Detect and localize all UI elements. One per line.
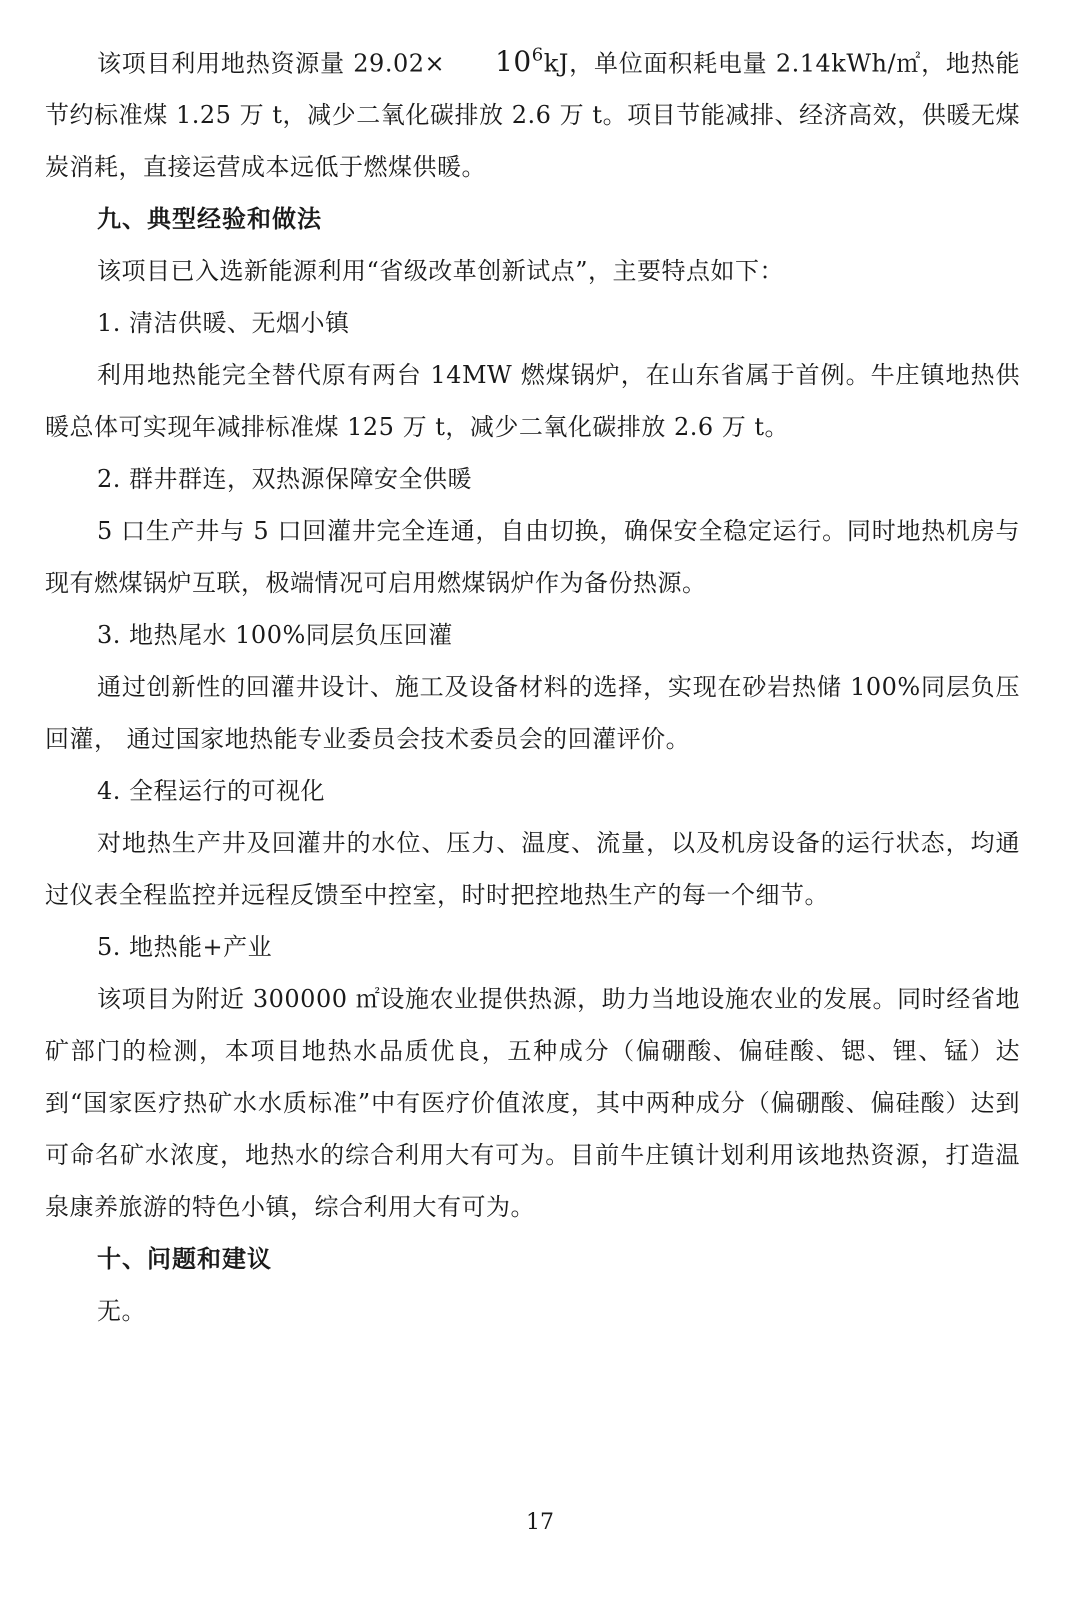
- power-of-ten: [495, 45, 544, 78]
- intro-text-2: kJ，单位面积耗电量 2.14kWh/㎡，地热能节约标准煤 1.25 万 t，减少二氧化碳排放 2.6 万 t。项目节能减排、经济高效，供暖无煤炭消耗，直接运营成本远低于燃煤供暖。: [45, 49, 1020, 182]
- intro-paragraph: [45, 30, 1020, 193]
- power-exponent: 6: [531, 45, 544, 66]
- item-2-body: 5 口生产井与 5 口回灌井完全连通，自由切换，确保安全稳定运行。同时地热机房与现有燃煤锅炉互联，极端情况可启用燃煤锅炉作为备份热源。: [45, 517, 1020, 598]
- section-9-intro: 该项目已入选新能源利用“省级改革创新试点”，主要特点如下：: [97, 257, 785, 286]
- intro-text-1: 该项目利用地热资源量 29.02×: [97, 49, 446, 78]
- item-5-body: 该项目为附近 300000 ㎡设施农业提供热源，助力当地设施农业的发展。同时经省地矿部门的检测，本项目地热水品质优良，五种成分（偏硼酸、偏硅酸、锶、锂、锰）达到“国家医疗热矿水水质标准”中有医疗价值浓度，其中两种成分（偏硼酸、偏硅酸）达到可命名矿水浓度，地热水的综合利用大有可为。目前牛庄镇计划利用该地热资源，打造温泉康养旅游的特色小镇，综合利用大有可为。: [45, 985, 1020, 1222]
- item-1-body: 利用地热能完全替代原有两台 14MW 燃煤锅炉，在山东省属于首例。牛庄镇地热供暖总体可实现年减排标准煤 125 万 t，减少二氧化碳排放 2.6 万 t。: [45, 361, 1020, 442]
- section-9-heading: 九、典型经验和做法: [97, 205, 322, 234]
- page-number: 17: [526, 1510, 554, 1535]
- item-3-title: 3. 地热尾水 100%同层负压回灌: [97, 621, 453, 650]
- item-3-body: 通过创新性的回灌井设计、施工及设备材料的选择，实现在砂岩热储 100%同层负压回灌， 通过国家地热能专业委员会技术委员会的回灌评价。: [45, 673, 1020, 754]
- document-page: [45, 30, 1020, 1337]
- item-2-title: 2. 群井群连，双热源保障安全供暖: [97, 465, 473, 494]
- power-base: 10: [495, 45, 532, 79]
- item-4-body: 对地热生产井及回灌井的水位、压力、温度、流量，以及机房设备的运行状态，均通过仪表全程监控并远程反馈至中控室，时时把控地热生产的每一个细节。: [45, 829, 1020, 910]
- item-4-title: 4. 全程运行的可视化: [97, 777, 326, 806]
- item-5-title: 5. 地热能+产业: [97, 933, 273, 962]
- section-10-heading: 十、问题和建议: [97, 1245, 272, 1274]
- section-10-body: 无。: [97, 1297, 146, 1326]
- item-1-title: 1. 清洁供暖、无烟小镇: [97, 309, 350, 338]
